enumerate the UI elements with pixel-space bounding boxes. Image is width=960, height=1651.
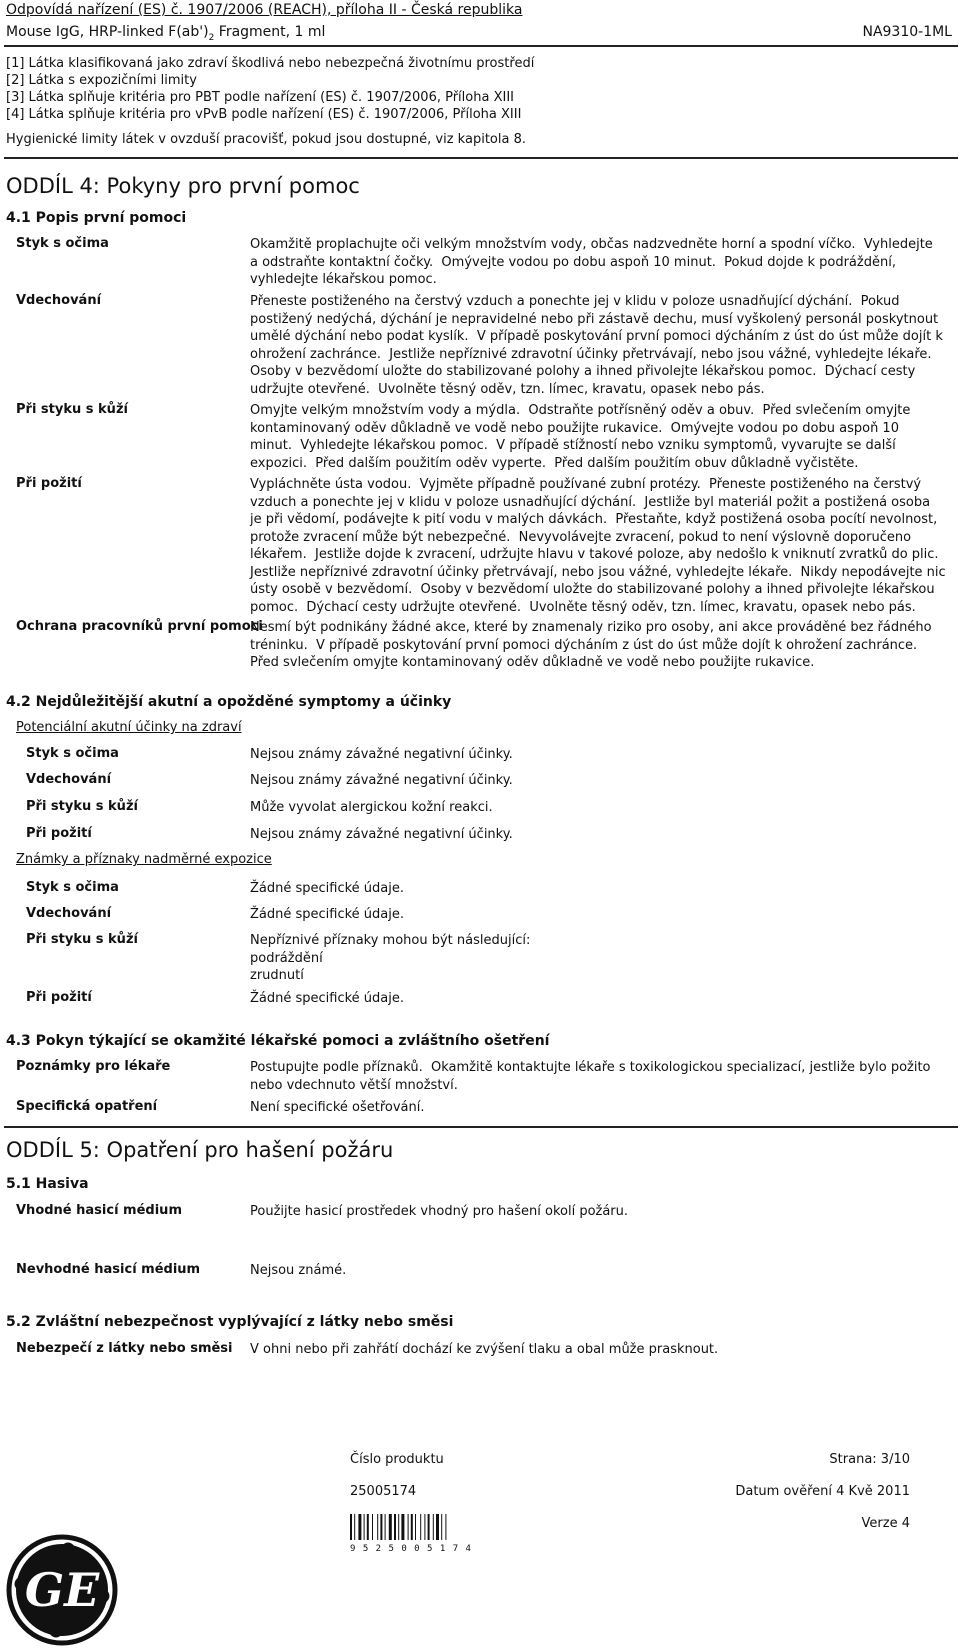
barcode-bar xyxy=(424,1514,425,1540)
medical-row-line: nebo vdechnuto větší množství. xyxy=(250,1077,458,1093)
acute-effect-row-text xyxy=(250,799,950,817)
product-code: NA9310-1ML xyxy=(862,24,952,40)
first-aid-row-label: Ochrana pracovníků první pomoci xyxy=(16,619,263,634)
svg-text:GE: GE xyxy=(24,1563,100,1617)
revision-date: Datum ověření 4 Kvě 2011 xyxy=(735,1484,910,1499)
first-aid-row-line: Nesmí být podnikány žádné akce, které by znamenaly riziko pro osoby, ani akce prováděné bez řádného xyxy=(250,620,932,635)
acute-effect-row-label: Vdechování xyxy=(26,772,112,787)
section-divider xyxy=(4,157,958,159)
acute-effect-row-line: Nejsou známy závažné negativní účinky. xyxy=(250,747,513,762)
first-aid-row-line: je při vědomí, podávejte k pití vodu v malých dávkách. Přestaňte, když postižená osoba pocítí nevolnost, xyxy=(250,512,938,527)
sign-row-line: Žádné specifické údaje. xyxy=(250,881,405,896)
note-2: [2] Látka s expozičními limity xyxy=(6,73,197,88)
sign-row-line: zrudnutí xyxy=(250,968,304,983)
note-4: [4] Látka splňuje kritéria pro vPvB podle nařízení (ES) č. 1907/2006, Příloha XIII xyxy=(6,107,522,122)
first-aid-row-line: a odstraňte kontaktní čočky. Omývejte vodou po dobu aspoň 10 minut. Pokud dojde k podráždění, xyxy=(250,254,896,270)
barcode-bar xyxy=(433,1514,434,1540)
medical-row-label: Specifická opatření xyxy=(16,1099,158,1114)
barcode-bar xyxy=(408,1514,409,1540)
product-name-main: Mouse IgG, HRP-linked F(ab') xyxy=(6,24,209,40)
product-number: 25005174 xyxy=(350,1484,417,1499)
acute-effect-row-label: Při požití xyxy=(26,826,92,841)
product-name-sub: 2 xyxy=(208,32,215,43)
hygiene-note: Hygienické limity látek v ovzduší pracovišť, pokud jsou dostupné, viz kapitola 8. xyxy=(6,132,526,147)
sign-row-label: Při požití xyxy=(26,990,92,1005)
sign-row-text xyxy=(250,990,950,1008)
acute-effect-row-label: Při styku s kůží xyxy=(26,799,138,814)
section-divider xyxy=(4,1126,958,1128)
barcode-bar xyxy=(377,1514,378,1540)
first-aid-row-label: Styk s očima xyxy=(16,236,109,251)
subsection-4-1-title: 4.1 Popis první pomoci xyxy=(6,210,187,226)
acute-effect-row-line: Nejsou známy závažné negativní účinky. xyxy=(250,773,513,788)
first-aid-row-text xyxy=(250,619,950,672)
sign-row-label: Při styku s kůží xyxy=(26,932,138,947)
first-aid-row-line: tréninku. V případě poskytování první pomoci dýcháním z úst do úst může dojít k ohrožení zachránce. xyxy=(250,637,918,653)
first-aid-row-line: ohrožení zachránce. Jestliže nepříznivé zdravotní účinky přetrvávají, nebo jsou vážné, vyhledejte lékaře. xyxy=(250,346,932,362)
extinguishing-row-text xyxy=(250,1203,950,1221)
barcode-bar xyxy=(415,1514,416,1540)
barcode-bar xyxy=(441,1514,442,1540)
barcode-bar xyxy=(398,1514,399,1540)
note-3: [3] Látka splňuje kritéria pro PBT podle nařízení (ES) č. 1907/2006, Příloha XIII xyxy=(6,90,514,105)
first-aid-row-line: Okamžitě proplachujte oči velkým množstvím vody, občas nadzvedněte horní a spodní víčko. Vyhledejte xyxy=(250,237,933,252)
sign-row-label: Styk s očima xyxy=(26,880,119,895)
first-aid-row-line: udržujte otevřené. Uvolněte těsný oděv, tzn. límec, kravatu, opasek nebo pás. xyxy=(250,381,765,397)
first-aid-row-line: lékařem. Jestliže dojde k zvracení, udržujte hlavu v takové poloze, aby nedošlo k vniknutí zvratků do plic. xyxy=(250,547,939,562)
acute-effects-heading: Potenciální akutní účinky na zdraví xyxy=(16,720,242,735)
signs-heading: Známky a příznaky nadměrné expozice xyxy=(16,852,272,867)
sign-row-line: podráždění xyxy=(250,950,323,966)
sign-row-line: Žádné specifické údaje. xyxy=(250,991,405,1006)
acute-effect-row-label: Styk s očima xyxy=(26,746,119,761)
acute-effect-row-line: Může vyvolat alergickou kožní reakci. xyxy=(250,800,493,815)
note-1: [1] Látka klasifikovaná jako zdraví škodlivá nebo nebezpečná životnímu prostředí xyxy=(6,56,535,71)
barcode-bar xyxy=(364,1514,365,1540)
subsection-5-2-title: 5.2 Zvláštní nebezpečnost vyplývající z látky nebo směsi xyxy=(6,1314,454,1330)
extinguishing-row-label: Vhodné hasicí médium xyxy=(16,1203,182,1218)
sign-row-text xyxy=(250,932,950,985)
version: Verze 4 xyxy=(861,1516,910,1531)
sign-row-text xyxy=(250,906,950,924)
barcode-bar xyxy=(367,1514,369,1540)
sign-row-line: Žádné specifické údaje. xyxy=(250,907,405,922)
barcode-bar xyxy=(385,1514,386,1540)
first-aid-row-line: ústy osobě v bezvědomí. Osoby v bezvědomí uložte do stabilizované polohy a ihned přivolejte lékařskou xyxy=(250,582,935,597)
section-4-title: ODDÍL 4: Pokyny pro první pomoc xyxy=(6,174,360,198)
legend-notes xyxy=(6,55,534,123)
first-aid-row-text xyxy=(250,236,950,289)
barcode-digits: 9 5 2 5 0 0 5 1 7 4 xyxy=(350,1544,472,1554)
hazard-row-line: V ohni nebo při zahřátí dochází ke zvýšení tlaku a obal může prasknout. xyxy=(250,1342,719,1357)
medical-row-label: Poznámky pro lékaře xyxy=(16,1059,171,1074)
barcode-bar xyxy=(420,1514,421,1540)
extinguishing-row-label: Nevhodné hasicí médium xyxy=(16,1262,201,1277)
first-aid-row-text xyxy=(250,402,950,472)
first-aid-row-line: Přeneste postiženého na čerstvý vzduch a ponechte jej v klidu v poloze usnadňující dýchání. Pokud xyxy=(250,294,900,309)
first-aid-row-label: Vdechování xyxy=(16,293,102,308)
first-aid-row-line: Před svlečením omyjte kontaminovaný oděv důkladně ve vodě nebo použijte rukavice. xyxy=(250,655,815,670)
barcode-bar xyxy=(445,1514,446,1540)
first-aid-row-line: Vypláchněte ústa vodou. Vyjměte případně používané zubní protézy. Přeneste postiženého na čerstvý xyxy=(250,477,922,492)
section-5-title: ODDÍL 5: Opatření pro hašení požáru xyxy=(6,1138,394,1162)
first-aid-row-line: postižený nedýchá, dýchání je nepravidelné nebo při zástavě dechu, musí vyškolený personál poskytnout xyxy=(250,311,939,327)
medical-row-line: Postupujte podle příznaků. Okamžitě kontaktujte lékaře s toxikologickou specializací, jestliže bylo požito xyxy=(250,1060,931,1075)
sign-row-text xyxy=(250,880,950,898)
subsection-4-2-title: 4.2 Nejdůležitější akutní a opožděné symptomy a účinky xyxy=(6,694,452,710)
barcode xyxy=(350,1514,474,1554)
hazard-row-label: Nebezpečí z látky nebo směsi xyxy=(16,1341,233,1356)
first-aid-row-line: protože zvracení může být nebezpečné. Nevyvolávejte zvracení, pokud to není výslovně doporučeno xyxy=(250,529,912,545)
first-aid-row-line: vzduch a ponechte jej v klidu v poloze usnadňující dýchání. Jestliže byl materiál požit a postižená osoba xyxy=(250,494,931,510)
product-number-label: Číslo produktu xyxy=(350,1452,444,1467)
subsection-5-1-title: 5.1 Hasiva xyxy=(6,1176,89,1192)
first-aid-row-line: pomoc. Dýchací cesty udržujte otevřené. Uvolněte těsný oděv, tzn. límec, kravatu, opasek nebo pás. xyxy=(250,599,916,615)
barcode-bar xyxy=(358,1514,361,1540)
first-aid-row-line: Osoby v bezvědomí uložte do stabilizované polohy a ihned přivolejte lékařskou pomoc. Dýchací cesty xyxy=(250,364,916,379)
barcode-bar xyxy=(350,1514,352,1540)
regulation-header: Odpovídá nařízení (ES) č. 1907/2006 (REACH), příloha II - Česká republika xyxy=(6,2,523,18)
first-aid-row-line: kontaminovaný oděv důkladně ve vodě nebo použijte rukavice. Omývejte vodou po dobu aspoň 10 xyxy=(250,420,899,436)
extinguishing-row-text xyxy=(250,1262,950,1280)
barcode-bar xyxy=(411,1514,413,1540)
sign-row-label: Vdechování xyxy=(26,906,112,921)
extinguishing-row-line: Použijte hasicí prostředek vhodný pro hašení okolí požáru. xyxy=(250,1204,629,1219)
barcode-bar xyxy=(394,1514,396,1540)
first-aid-row-line: minut. Vyhledejte lékařskou pomoc. V případě stížností nebo vzniku symptomů, vyvarujte se další xyxy=(250,438,896,453)
medical-row-text xyxy=(250,1099,950,1117)
subsection-4-3-title: 4.3 Pokyn týkající se okamžité lékařské pomoci a zvláštního ošetření xyxy=(6,1033,550,1049)
barcode-bar xyxy=(380,1514,382,1540)
medical-row-line: Není specifické ošetřování. xyxy=(250,1100,425,1115)
barcode-bar xyxy=(428,1514,430,1540)
ge-logo xyxy=(6,1534,118,1650)
sign-row-line: Nepříznivé příznaky mohou být následující: xyxy=(250,933,531,948)
first-aid-row-text xyxy=(250,476,950,616)
acute-effect-row-text xyxy=(250,746,950,764)
product-name-tail: Fragment, 1 ml xyxy=(214,24,326,40)
barcode-bar xyxy=(401,1514,404,1540)
extinguishing-row-line: Nejsou známé. xyxy=(250,1263,347,1278)
acute-effect-row-text xyxy=(250,772,950,790)
barcode-bar xyxy=(436,1514,439,1540)
page-number: Strana: 3/10 xyxy=(829,1452,910,1467)
first-aid-row-line: Omyjte velkým množstvím vody a mýdla. Odstraňte potřísněný oděv a obuv. Před svlečením omyjte xyxy=(250,403,911,418)
acute-effect-row-text xyxy=(250,826,950,844)
first-aid-row-line: vyhledejte lékařskou pomoc. xyxy=(250,272,437,287)
first-aid-row-label: Při styku s kůží xyxy=(16,402,128,417)
first-aid-row-label: Při požití xyxy=(16,476,82,491)
medical-row-text xyxy=(250,1059,950,1094)
first-aid-row-text xyxy=(250,293,950,398)
barcode-bar xyxy=(354,1514,355,1540)
first-aid-row-line: umělé dýchání nebo podat kyslík. V případě poskytování první pomoci dýcháním z úst do úst může dojít k xyxy=(250,329,943,344)
first-aid-row-line: expozici. Před dalším použitím oděv vyperte. Před dalším použitím obuv důkladně vyčistěte. xyxy=(250,455,859,471)
hazard-row-text xyxy=(250,1341,950,1359)
header-divider xyxy=(4,45,958,47)
barcode-bar xyxy=(389,1514,392,1540)
barcode-bar xyxy=(372,1514,373,1540)
product-name xyxy=(6,24,325,43)
acute-effect-row-line: Nejsou známy závažné negativní účinky. xyxy=(250,827,513,842)
first-aid-row-line: Jestliže nepříznivé zdravotní účinky přetrvávají, nebo jsou vážné, vyhledejte lékaře. Nikdy nepodávejte nic xyxy=(250,564,946,580)
